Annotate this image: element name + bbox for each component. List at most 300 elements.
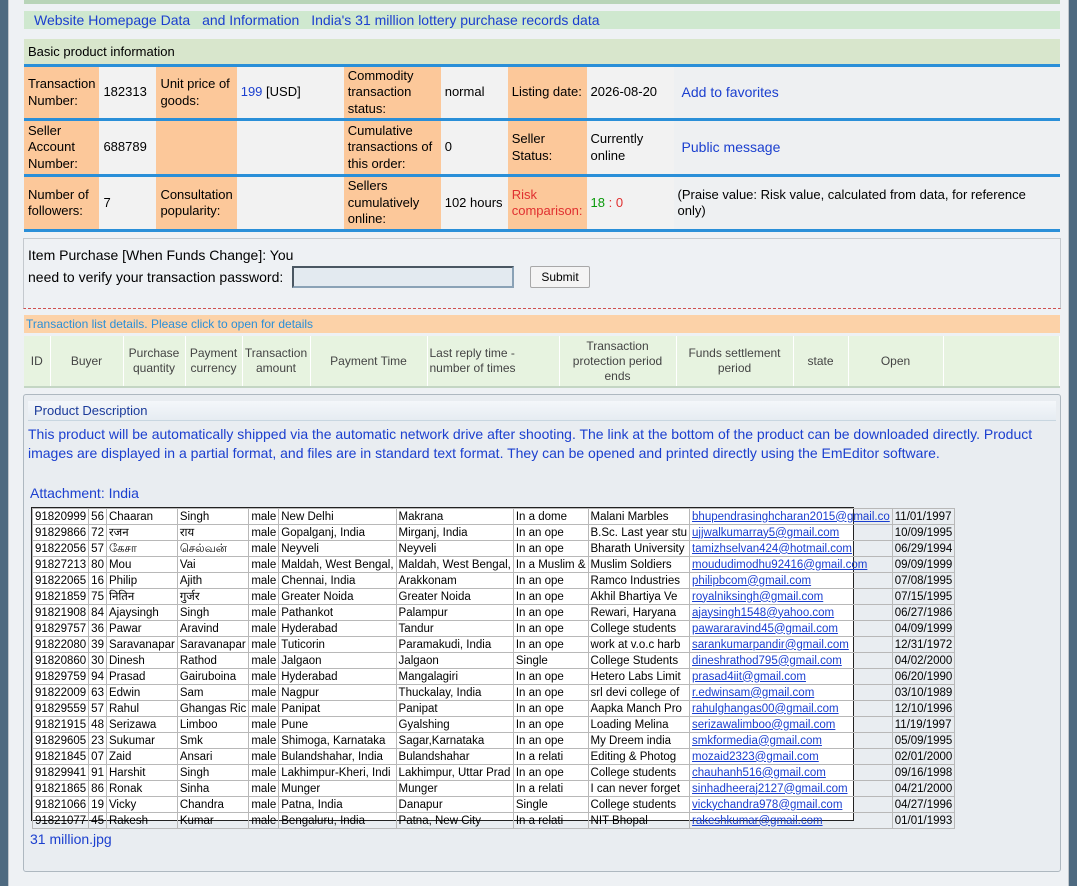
spreadsheet-cell: Rakesh bbox=[106, 813, 177, 829]
commodity-status-label: Commodity transaction status: bbox=[344, 67, 441, 121]
spreadsheet-cell: Ramco Industries bbox=[588, 573, 690, 589]
spreadsheet-cell: Bharath University bbox=[588, 541, 690, 557]
spreadsheet-cell: Gopalganj, India bbox=[279, 525, 396, 541]
spreadsheet-cell: In an ope bbox=[513, 733, 588, 749]
header-last-reply: Last reply time - number of times bbox=[427, 336, 559, 386]
spreadsheet-cell: Makrana bbox=[396, 509, 513, 525]
spreadsheet-cell: 91821077 bbox=[33, 813, 89, 829]
spreadsheet-cell: Philip bbox=[106, 573, 177, 589]
spreadsheet-cell: sarankumarpandir@gmail.com bbox=[690, 637, 893, 653]
spreadsheet-cell: In a Muslim & bbox=[513, 557, 588, 573]
spreadsheet-cell: Ajaysingh bbox=[106, 605, 177, 621]
spreadsheet-row bbox=[33, 749, 955, 765]
spreadsheet-cell: Harshit bbox=[106, 765, 177, 781]
spreadsheet-cell: In an ope bbox=[513, 701, 588, 717]
basic-info-table bbox=[24, 67, 1060, 232]
spreadsheet-cell: 06/29/1994 bbox=[892, 541, 955, 557]
spreadsheet-cell: गुर्जर bbox=[177, 589, 248, 605]
spreadsheet-row bbox=[33, 653, 955, 669]
spreadsheet-cell: 94 bbox=[89, 669, 107, 685]
spreadsheet-cell: 91820860 bbox=[33, 653, 89, 669]
spreadsheet-cell: Edwin bbox=[106, 685, 177, 701]
risk-value: 0 bbox=[615, 194, 624, 210]
purchase-instruction-line1: Item Purchase [When Funds Change]: You bbox=[28, 247, 294, 263]
spreadsheet-cell: Hetero Labs Limit bbox=[588, 669, 690, 685]
spreadsheet-cell: In an ope bbox=[513, 605, 588, 621]
unit-price-currency: [USD] bbox=[266, 84, 301, 100]
spreadsheet-cell: r.edwinsam@gmail.com bbox=[690, 685, 893, 701]
spreadsheet-cell: Prasad bbox=[106, 669, 177, 685]
spreadsheet-cell: Pune bbox=[279, 717, 396, 733]
listing-date-label: Listing date: bbox=[508, 67, 587, 121]
risk-comparison-value bbox=[587, 177, 674, 232]
spreadsheet-cell: Kumar bbox=[177, 813, 248, 829]
spreadsheet-cell: 16 bbox=[89, 573, 107, 589]
spreadsheet-cell: 91821865 bbox=[33, 781, 89, 797]
spreadsheet-cell: 12/10/1996 bbox=[892, 701, 955, 717]
spreadsheet-cell: 36 bbox=[89, 621, 107, 637]
spreadsheet-cell: 91829759 bbox=[33, 669, 89, 685]
spreadsheet-cell: ujjwalkumarray5@gmail.com bbox=[690, 525, 893, 541]
spreadsheet-cell: Muslim Soldiers bbox=[588, 557, 690, 573]
spreadsheet-cell: Sinha bbox=[177, 781, 248, 797]
spreadsheet-cell: vickychandra978@gmail.com bbox=[690, 797, 893, 813]
spreadsheet-cell: Gairuboina bbox=[177, 669, 248, 685]
spreadsheet-cell: Munger bbox=[396, 781, 513, 797]
spreadsheet-cell: srl devi college of bbox=[588, 685, 690, 701]
spreadsheet-cell: Chandra bbox=[177, 797, 248, 813]
spreadsheet-cell: Bulandshahar, India bbox=[279, 749, 396, 765]
spreadsheet-cell: In an ope bbox=[513, 541, 588, 557]
spreadsheet-cell: Jalgaon bbox=[279, 653, 396, 669]
spreadsheet-cell: Ansari bbox=[177, 749, 248, 765]
attachment-image[interactable] bbox=[31, 507, 953, 827]
spreadsheet-cell: In an ope bbox=[513, 525, 588, 541]
spreadsheet-cell: male bbox=[249, 765, 279, 781]
spreadsheet-cell: 91822056 bbox=[33, 541, 89, 557]
breadcrumb-link-product[interactable]: India's 31 million lottery purchase records data bbox=[311, 12, 600, 28]
spreadsheet-cell: 86 bbox=[89, 781, 107, 797]
spreadsheet-cell: male bbox=[249, 525, 279, 541]
public-message-link[interactable]: Public message bbox=[681, 138, 781, 155]
spreadsheet-cell: College students bbox=[588, 765, 690, 781]
spreadsheet-cell: male bbox=[249, 669, 279, 685]
purchase-instruction-line2: need to verify your transaction password: bbox=[28, 269, 284, 285]
spreadsheet-cell: In an ope bbox=[513, 637, 588, 653]
spreadsheet-cell: 03/10/1989 bbox=[892, 685, 955, 701]
header-open: Open bbox=[848, 336, 943, 386]
spreadsheet-cell: New Delhi bbox=[279, 509, 396, 525]
spreadsheet-cell: 04/09/1999 bbox=[892, 621, 955, 637]
spreadsheet-cell: 91821908 bbox=[33, 605, 89, 621]
spreadsheet-cell: 91 bbox=[89, 765, 107, 781]
spreadsheet-cell: Bulandshahar bbox=[396, 749, 513, 765]
spreadsheet-cell: 91822080 bbox=[33, 637, 89, 653]
spreadsheet-cell: Aravind bbox=[177, 621, 248, 637]
spreadsheet-cell: Neyveli bbox=[396, 541, 513, 557]
spreadsheet-cell: Vicky bbox=[106, 797, 177, 813]
spreadsheet-cell: 02/01/2000 bbox=[892, 749, 955, 765]
empty-value-cell bbox=[237, 121, 344, 177]
spreadsheet-cell: In a dome bbox=[513, 509, 588, 525]
spreadsheet-cell: Mangalagiri bbox=[396, 669, 513, 685]
spreadsheet-cell: Saravanapar bbox=[106, 637, 177, 653]
spreadsheet-cell: Palampur bbox=[396, 605, 513, 621]
divider bbox=[24, 386, 1060, 388]
transaction-number-label: Transaction Number: bbox=[24, 67, 99, 121]
product-description-title: Product Description bbox=[28, 401, 1056, 421]
spreadsheet-cell: Ronak bbox=[106, 781, 177, 797]
spreadsheet-cell: 75 bbox=[89, 589, 107, 605]
spreadsheet-cell: Greater Noida bbox=[279, 589, 396, 605]
spreadsheet-cell: 09/16/1998 bbox=[892, 765, 955, 781]
unit-price-cell bbox=[237, 67, 344, 121]
spreadsheet-cell: male bbox=[249, 781, 279, 797]
spreadsheet-cell: College students bbox=[588, 797, 690, 813]
spreadsheet-cell: 72 bbox=[89, 525, 107, 541]
spreadsheet-cell: Paramakudi, India bbox=[396, 637, 513, 653]
header-payment-time: Payment Time bbox=[310, 336, 427, 386]
spreadsheet-cell: philipbcom@gmail.com bbox=[690, 573, 893, 589]
spreadsheet-cell: Chaaran bbox=[106, 509, 177, 525]
product-description-text: This product will be automatically shipped via the automatic network drive after shooting. The link at the bottom of the product can be downloaded directly. Product images are displayed in a partial format, and files are in standard text format. They can be opened and printed directly using the EmEditor software. bbox=[28, 426, 1033, 461]
spreadsheet-cell: sinhadheeraj2127@gmail.com bbox=[690, 781, 893, 797]
spreadsheet-row bbox=[33, 637, 955, 653]
spreadsheet-row bbox=[33, 573, 955, 589]
spreadsheet-cell: Hyderabad bbox=[279, 669, 396, 685]
spreadsheet-cell: கேசா bbox=[106, 541, 177, 557]
spreadsheet-cell: 91821066 bbox=[33, 797, 89, 813]
spreadsheet-cell: Lakhimpur, Uttar Prad bbox=[396, 765, 513, 781]
spreadsheet-cell: male bbox=[249, 637, 279, 653]
submit-button[interactable]: Submit bbox=[530, 266, 590, 288]
spreadsheet-cell: 56 bbox=[89, 509, 107, 525]
header-transaction-amount: Transaction amount bbox=[242, 336, 310, 386]
spreadsheet-cell: Gyalshing bbox=[396, 717, 513, 733]
spreadsheet-cell: राय bbox=[177, 525, 248, 541]
spreadsheet-cell: Chennai, India bbox=[279, 573, 396, 589]
spreadsheet-cell: Maldah, West Bengal, bbox=[279, 557, 396, 573]
spreadsheet-cell: Limboo bbox=[177, 717, 248, 733]
spreadsheet-cell: 11/19/1997 bbox=[892, 717, 955, 733]
spreadsheet-row bbox=[33, 717, 955, 733]
spreadsheet-cell: Sukumar bbox=[106, 733, 177, 749]
spreadsheet-cell: Aapka Manch Pro bbox=[588, 701, 690, 717]
spreadsheet-cell: male bbox=[249, 541, 279, 557]
header-payment-currency: Payment currency bbox=[185, 336, 242, 386]
risk-note: (Praise value: Risk value, calculated from data, for reference only) bbox=[674, 177, 1060, 232]
seller-account-label: Seller Account Number: bbox=[24, 121, 99, 177]
spreadsheet-cell: In an ope bbox=[513, 573, 588, 589]
header-state: state bbox=[793, 336, 848, 386]
unit-price-label: Unit price of goods: bbox=[156, 67, 236, 121]
spreadsheet-cell: male bbox=[249, 605, 279, 621]
spreadsheet-cell: 91821859 bbox=[33, 589, 89, 605]
spreadsheet-cell: 19 bbox=[89, 797, 107, 813]
spreadsheet-cell: ajaysingh1548@yahoo.com bbox=[690, 605, 893, 621]
spreadsheet-cell: tamizhselvan424@hotmail.com bbox=[690, 541, 893, 557]
spreadsheet-cell: chauhanh516@gmail.com bbox=[690, 765, 893, 781]
spreadsheet-cell: Malani Marbles bbox=[588, 509, 690, 525]
spreadsheet-cell: 06/20/1990 bbox=[892, 669, 955, 685]
spreadsheet-cell: smkformedia@gmail.com bbox=[690, 733, 893, 749]
spreadsheet-cell: 12/31/1972 bbox=[892, 637, 955, 653]
add-to-favorites-link[interactable]: Add to favorites bbox=[681, 83, 779, 100]
spreadsheet-cell: rakeshkumar@gmail.com bbox=[690, 813, 893, 829]
spreadsheet-cell: 91829941 bbox=[33, 765, 89, 781]
spreadsheet-cell: Loading Melina bbox=[588, 717, 690, 733]
spreadsheet-cell: नितिन bbox=[106, 589, 177, 605]
spreadsheet-cell: 63 bbox=[89, 685, 107, 701]
spreadsheet-cell: Saravanapar bbox=[177, 637, 248, 653]
spreadsheet-row bbox=[33, 525, 955, 541]
breadcrumb bbox=[24, 11, 1060, 29]
spreadsheet-cell: I can never forget bbox=[588, 781, 690, 797]
spreadsheet-cell: Tandur bbox=[396, 621, 513, 637]
spreadsheet-cell: 91821915 bbox=[33, 717, 89, 733]
spreadsheet-cell: 57 bbox=[89, 541, 107, 557]
spreadsheet-cell: Panipat bbox=[279, 701, 396, 717]
followers-value: 7 bbox=[99, 177, 156, 232]
consultation-popularity-value bbox=[237, 177, 344, 232]
unit-price-value: 199 bbox=[240, 84, 263, 100]
spreadsheet-cell: 39 bbox=[89, 637, 107, 653]
spreadsheet-cell: 04/27/1996 bbox=[892, 797, 955, 813]
spreadsheet-cell: 23 bbox=[89, 733, 107, 749]
spreadsheet-cell: Hyderabad bbox=[279, 621, 396, 637]
spreadsheet-cell: 91829559 bbox=[33, 701, 89, 717]
spreadsheet-cell: Akhil Bhartiya Ve bbox=[588, 589, 690, 605]
purchase-panel bbox=[23, 238, 1061, 309]
spreadsheet-cell: In an ope bbox=[513, 589, 588, 605]
header-settlement-period: Funds settlement period bbox=[676, 336, 793, 386]
page bbox=[8, 0, 1069, 886]
spreadsheet-cell: male bbox=[249, 701, 279, 717]
consultation-popularity-label: Consultation popularity: bbox=[156, 177, 236, 232]
spreadsheet-cell: 91822065 bbox=[33, 573, 89, 589]
spreadsheet-cell: Ghangas Ric bbox=[177, 701, 248, 717]
spreadsheet-cell: Serizawa bbox=[106, 717, 177, 733]
spreadsheet-cell: Lakhimpur-Kheri, Indi bbox=[279, 765, 396, 781]
spreadsheet-cell: In a relati bbox=[513, 813, 588, 829]
spreadsheet-row bbox=[33, 589, 955, 605]
spreadsheet-cell: 07/08/1995 bbox=[892, 573, 955, 589]
spreadsheet-cell: 84 bbox=[89, 605, 107, 621]
spreadsheet-cell: Neyveli bbox=[279, 541, 396, 557]
spreadsheet-cell: NIT Bhopal bbox=[588, 813, 690, 829]
spreadsheet-cell: In an ope bbox=[513, 621, 588, 637]
spreadsheet-cell: 30 bbox=[89, 653, 107, 669]
spreadsheet-cell: Bengaluru, India bbox=[279, 813, 396, 829]
praise-value: 18 bbox=[590, 194, 605, 210]
spreadsheet-row bbox=[33, 781, 955, 797]
spreadsheet-cell: male bbox=[249, 557, 279, 573]
spreadsheet-row bbox=[33, 621, 955, 637]
public-message-cell bbox=[674, 121, 1060, 177]
spreadsheet-cell: Single bbox=[513, 797, 588, 813]
commodity-status-value: normal bbox=[441, 67, 508, 121]
spreadsheet-cell: Jalgaon bbox=[396, 653, 513, 669]
risk-separator: : bbox=[608, 194, 613, 210]
spreadsheet-cell: 05/09/1995 bbox=[892, 733, 955, 749]
spreadsheet-cell: In an ope bbox=[513, 669, 588, 685]
spreadsheet-cell: In an ope bbox=[513, 685, 588, 701]
spreadsheet-row bbox=[33, 813, 955, 829]
spreadsheet-cell: Rathod bbox=[177, 653, 248, 669]
spreadsheet-cell: College students bbox=[588, 621, 690, 637]
spreadsheet-cell: 07/15/1995 bbox=[892, 589, 955, 605]
breadcrumb-link-information[interactable]: and Information bbox=[202, 12, 300, 28]
spreadsheet-cell: work at v.o.c harb bbox=[588, 637, 690, 653]
spreadsheet-cell: Dinesh bbox=[106, 653, 177, 669]
top-strip bbox=[24, 0, 1060, 4]
spreadsheet-cell: male bbox=[249, 733, 279, 749]
spreadsheet-cell: 11/01/1997 bbox=[892, 509, 955, 525]
spreadsheet-cell: Singh bbox=[177, 605, 248, 621]
spreadsheet-cell: rahulghangas00@gmail.com bbox=[690, 701, 893, 717]
header-buyer: Buyer bbox=[50, 336, 123, 386]
spreadsheet-cell: 57 bbox=[89, 701, 107, 717]
header-protection-period: Transaction protection period ends bbox=[559, 336, 676, 386]
spreadsheet-cell: Vai bbox=[177, 557, 248, 573]
spreadsheet-row bbox=[33, 685, 955, 701]
followers-label: Number of followers: bbox=[24, 177, 99, 232]
listing-date-value: 2026-08-20 bbox=[587, 67, 674, 121]
spreadsheet-cell: Maldah, West Bengal, bbox=[396, 557, 513, 573]
spreadsheet-cell: Singh bbox=[177, 509, 248, 525]
spreadsheet-row bbox=[33, 701, 955, 717]
spreadsheet-cell: 09/09/1999 bbox=[892, 557, 955, 573]
spreadsheet-cell: 91827213 bbox=[33, 557, 89, 573]
spreadsheet-cell: Arakkonam bbox=[396, 573, 513, 589]
empty-label-cell bbox=[156, 121, 236, 177]
spreadsheet-cell: 91822009 bbox=[33, 685, 89, 701]
spreadsheet-cell: Mirganj, India bbox=[396, 525, 513, 541]
spreadsheet-cell: 06/27/1986 bbox=[892, 605, 955, 621]
spreadsheet-cell: Editing & Photog bbox=[588, 749, 690, 765]
spreadsheet-row bbox=[33, 733, 955, 749]
spreadsheet-cell: male bbox=[249, 621, 279, 637]
attachment-label: Attachment: India bbox=[30, 485, 139, 501]
spreadsheet-cell: male bbox=[249, 589, 279, 605]
spreadsheet-row bbox=[33, 669, 955, 685]
spreadsheet-cell: male bbox=[249, 749, 279, 765]
spreadsheet-cell: 07 bbox=[89, 749, 107, 765]
spreadsheet-cell: 01/01/1993 bbox=[892, 813, 955, 829]
seller-status-value: Currently online bbox=[587, 121, 674, 177]
spreadsheet-cell: 80 bbox=[89, 557, 107, 573]
spreadsheet-cell: Nagpur bbox=[279, 685, 396, 701]
favorites-cell bbox=[674, 67, 1060, 121]
spreadsheet-cell: Zaid bbox=[106, 749, 177, 765]
spreadsheet-cell: 91821845 bbox=[33, 749, 89, 765]
header-purchase-quantity: Purchase quantity bbox=[123, 336, 185, 386]
seller-account-value: 688789 bbox=[99, 121, 156, 177]
sellers-online-label: Sellers cumulatively online: bbox=[344, 177, 441, 232]
spreadsheet-cell: செல்வன் bbox=[177, 541, 248, 557]
spreadsheet-cell: Singh bbox=[177, 765, 248, 781]
spreadsheet-cell: Pawar bbox=[106, 621, 177, 637]
transaction-list-title[interactable]: Transaction list details. Please click to open for details bbox=[24, 315, 1060, 333]
spreadsheet-cell: prasad4iit@gmail.com bbox=[690, 669, 893, 685]
spreadsheet-cell: serizawalimboo@gmail.com bbox=[690, 717, 893, 733]
spreadsheet-cell: B.Sc. Last year stu bbox=[588, 525, 690, 541]
product-description-panel bbox=[23, 394, 1061, 872]
spreadsheet-cell: male bbox=[249, 685, 279, 701]
spreadsheet-row bbox=[33, 509, 955, 525]
spreadsheet-cell: Sagar,Karnataka bbox=[396, 733, 513, 749]
spreadsheet-cell: Patna, India bbox=[279, 797, 396, 813]
spreadsheet-cell: My Dreem india bbox=[588, 733, 690, 749]
spreadsheet-cell: 48 bbox=[89, 717, 107, 733]
spreadsheet-cell: Thuckalay, India bbox=[396, 685, 513, 701]
spreadsheet-cell: 10/09/1995 bbox=[892, 525, 955, 541]
header-extra bbox=[943, 336, 1060, 386]
spreadsheet-cell: Munger bbox=[279, 781, 396, 797]
spreadsheet-cell: male bbox=[249, 797, 279, 813]
spreadsheet-cell: Danapur bbox=[396, 797, 513, 813]
spreadsheet-cell: pawararavind45@gmail.com bbox=[690, 621, 893, 637]
spreadsheet-cell: In an ope bbox=[513, 717, 588, 733]
cumulative-transactions-value: 0 bbox=[441, 121, 508, 177]
spreadsheet-cell: mozaid2323@gmail.com bbox=[690, 749, 893, 765]
spreadsheet-cell: Smk bbox=[177, 733, 248, 749]
spreadsheet-cell: In an ope bbox=[513, 765, 588, 781]
spreadsheet-cell: 04/21/2000 bbox=[892, 781, 955, 797]
spreadsheet-cell: 91829866 bbox=[33, 525, 89, 541]
spreadsheet-cell: Mou bbox=[106, 557, 177, 573]
spreadsheet-cell: 91829605 bbox=[33, 733, 89, 749]
transaction-password-input[interactable] bbox=[292, 266, 514, 288]
risk-comparison-label: Risk comparison: bbox=[508, 177, 587, 232]
spreadsheet-cell: रजन bbox=[106, 525, 177, 541]
spreadsheet-cell: moududimodhu92416@gmail.com bbox=[690, 557, 893, 573]
breadcrumb-link-homepage[interactable]: Website Homepage Data bbox=[34, 12, 191, 28]
spreadsheet-cell: male bbox=[249, 717, 279, 733]
spreadsheet-cell: Ajith bbox=[177, 573, 248, 589]
spreadsheet-cell: Rewari, Haryana bbox=[588, 605, 690, 621]
spreadsheet-cell: male bbox=[249, 509, 279, 525]
basic-info-title: Basic product information bbox=[24, 39, 1060, 64]
spreadsheet-cell: 04/02/2000 bbox=[892, 653, 955, 669]
spreadsheet-row bbox=[33, 557, 955, 573]
spreadsheet-cell: Single bbox=[513, 653, 588, 669]
spreadsheet-cell: male bbox=[249, 573, 279, 589]
spreadsheet-cell: Pathankot bbox=[279, 605, 396, 621]
spreadsheet-cell: Rahul bbox=[106, 701, 177, 717]
transaction-number-value: 182313 bbox=[99, 67, 156, 121]
spreadsheet-row bbox=[33, 541, 955, 557]
cumulative-transactions-label: Cumulative transactions of this order: bbox=[344, 121, 441, 177]
spreadsheet-cell: In a relati bbox=[513, 781, 588, 797]
spreadsheet-cell: Patna, New City bbox=[396, 813, 513, 829]
spreadsheet-cell: 45 bbox=[89, 813, 107, 829]
header-id: ID bbox=[24, 336, 50, 386]
spreadsheet-cell: Shimoga, Karnataka bbox=[279, 733, 396, 749]
spreadsheet-cell: Tuticorin bbox=[279, 637, 396, 653]
spreadsheet-row bbox=[33, 605, 955, 621]
seller-status-label: Seller Status: bbox=[508, 121, 587, 177]
attachment-file-name[interactable]: 31 million.jpg bbox=[30, 831, 112, 847]
spreadsheet-cell: 91820999 bbox=[33, 509, 89, 525]
spreadsheet-preview bbox=[32, 508, 955, 829]
spreadsheet-cell: Greater Noida bbox=[396, 589, 513, 605]
sellers-online-value: 102 hours bbox=[441, 177, 508, 232]
spreadsheet-cell: dineshrathod795@gmail.com bbox=[690, 653, 893, 669]
spreadsheet-cell: bhupendrasinghcharan2015@gmail.co bbox=[690, 509, 893, 525]
spreadsheet-cell: College Students bbox=[588, 653, 690, 669]
spreadsheet-row bbox=[33, 765, 955, 781]
